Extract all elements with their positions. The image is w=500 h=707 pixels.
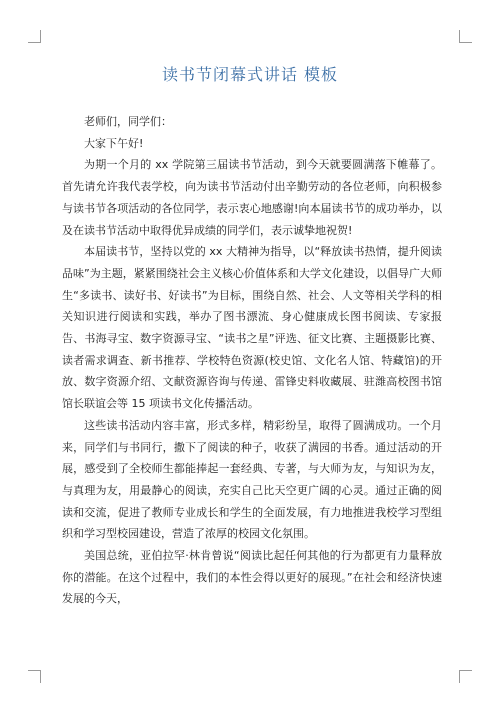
paragraph-results: 这些读书活动内容丰富，形式多样，精彩纷呈，取得了圆满成功。一个月来，同学们与书同行，撒下了阅读的种子，收获了满园的书香。通过活动的开展，感受到了全校师生都能捧起一套经典、专著，与大师为友，与知识为友，与真理为友，用最静心的阅读，充实自己比天空更广阔的心灵。通过正确的阅读和交流，促进了教师专业成长和学生的全面发展，有力地推进我校学习型组织和学习型校园建设，营造了浓厚的校园文化氛围。 xyxy=(62,418,442,541)
document-body xyxy=(62,111,442,610)
paragraph-quote: 美国总统，亚伯拉罕·林肯曾说“阅读比起任何其他的行为都更有力量释放你的潜能。在这个过程中，我们的本性会得以更好的展现。”在社会和经济快速发展的今天， xyxy=(62,549,442,606)
document-title: 读书节闭幕式讲话 模板 xyxy=(161,65,339,84)
paragraph-greeting: 大家下午好! xyxy=(84,136,144,150)
paragraph-activities: 本届读书节，坚持以党的 xx 大精神为指导，以“释放读书热情，提升阅读品味”为主题，紧紧围绕社会主义核心价值体系和大学文化建设，以倡导广大师生“多读书、读好书、好读书”为目标，围绕自然、社会、人文等相关学科的相关知识进行阅读和实践，举办了图书漂流、身心健康成长图书阅读、专家报告、书海寻宝、数字资源寻宝、“读书之星”评选、征文比赛、主题摄影比赛、读者需求调查、新书推荐、学校特色资源(校史馆、文化名人馆、特藏馆)的开放、数字资源介绍、文献资源咨询与传递、雷锋史料收藏展、驻潍高校图书馆馆长联谊会等 15 项读书文化传播活动。 xyxy=(62,245,442,411)
crop-mark-bottom-left xyxy=(28,670,41,683)
crop-mark-top-right xyxy=(459,30,472,43)
crop-mark-top-left xyxy=(28,30,41,43)
paragraph-salutation: 老师们，同学们： xyxy=(84,115,172,128)
crop-mark-bottom-right xyxy=(459,670,472,683)
paragraph-opening: 为期一个月的 xx 学院第三届读书节活动，到今天就要圆满落下帷幕了。首先请允许我代表学校，向为读书节活动付出辛勤劳动的各位老师，向积极参与读书节各项活动的各位同学，表示衷心地感谢!向本届读书节的成功举办，以及在读书节活动中取得优异成绩的同学们，表示诚挚地祝贺! xyxy=(62,158,442,237)
